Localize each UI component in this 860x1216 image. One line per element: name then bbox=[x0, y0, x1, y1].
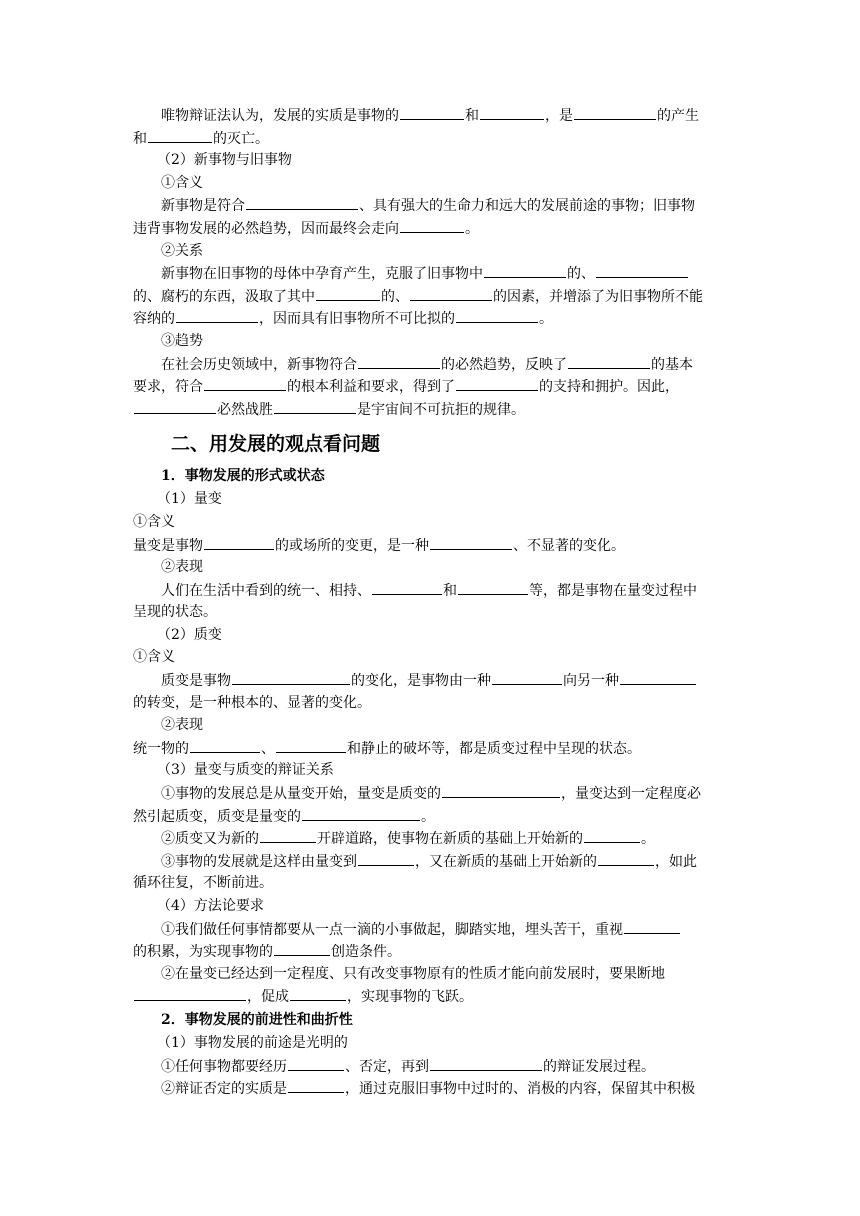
subsection-heading: 1．事物发展的形式或状态 bbox=[161, 468, 325, 485]
blank bbox=[430, 534, 512, 550]
paragraph-line bbox=[133, 579, 731, 602]
text: ，通过克服旧事物中过时的、消极的内容，保留其中积极 bbox=[345, 1081, 695, 1098]
text: 的积累，为实现事物的 bbox=[133, 944, 273, 961]
text: 和静止的破坏等，都是质变过程中呈现的状态。 bbox=[347, 740, 641, 757]
text: 的灭亡。 bbox=[213, 130, 269, 147]
subheading: （1）量变 bbox=[157, 491, 222, 508]
text: 的变化，是事物由一种 bbox=[351, 673, 491, 690]
paragraph-line bbox=[133, 194, 731, 217]
blank bbox=[456, 307, 538, 323]
blank bbox=[358, 353, 440, 369]
point-label: ①含义 bbox=[133, 513, 175, 530]
paragraph-line: 呈现的状态。 bbox=[133, 604, 217, 621]
point-label: ①含义 bbox=[133, 649, 175, 666]
text: 的根本利益和要求，得到了 bbox=[287, 379, 455, 396]
text: 。 bbox=[465, 220, 479, 237]
paragraph-line bbox=[133, 375, 731, 398]
paragraph-line bbox=[133, 669, 731, 692]
blank bbox=[358, 850, 414, 866]
text: ①事物的发展总是从量变开始，量变是质变的 bbox=[161, 786, 441, 803]
blank bbox=[372, 579, 442, 595]
paragraph-line: 循环往复，不断前进。 bbox=[133, 875, 273, 892]
text: ①我们做任何事情都要从一点一滴的小事做起，脚踏实地，埋头苦干，重视 bbox=[161, 921, 623, 938]
paragraph-line bbox=[133, 398, 731, 421]
text: 的支持和拥护。因此， bbox=[539, 379, 679, 396]
blank bbox=[568, 353, 650, 369]
text: 和 bbox=[465, 108, 479, 124]
text: 统一物的 bbox=[133, 740, 189, 757]
text: 的产生 bbox=[657, 108, 699, 124]
text: 质变是事物 bbox=[161, 673, 231, 690]
text: 新事物在旧事物的母体中孕育产生，克服了旧事物中 bbox=[161, 266, 483, 283]
blank bbox=[410, 285, 492, 301]
text: 向另一种 bbox=[563, 673, 619, 690]
text: ②在量变已经达到一定程度、只有改变事物原有的性质才能向前发展时，要果断地 bbox=[161, 965, 665, 982]
section-heading: 二、用发展的观点看问题 bbox=[171, 433, 381, 456]
subheading: （2）新事物与旧事物 bbox=[157, 152, 292, 169]
paragraph-line bbox=[133, 805, 731, 828]
blank bbox=[176, 307, 258, 323]
text: 唯物辩证法认为，发展的实质是事物的 bbox=[161, 108, 399, 124]
text: 开辟道路，使事物在新质的基础上开始新的 bbox=[317, 831, 583, 848]
paragraph-line bbox=[133, 827, 731, 850]
blank bbox=[480, 104, 544, 120]
paragraph-line bbox=[133, 353, 731, 376]
blank bbox=[134, 985, 246, 1001]
paragraph-line bbox=[133, 217, 731, 240]
text: ①任何事物都要经历 bbox=[161, 1058, 287, 1075]
blank bbox=[274, 940, 330, 956]
paragraph-line bbox=[133, 127, 731, 150]
blank bbox=[598, 850, 654, 866]
paragraph-line bbox=[133, 104, 731, 127]
blank bbox=[430, 1055, 542, 1071]
text: ，量变达到一定程度必 bbox=[561, 786, 701, 803]
blank bbox=[574, 104, 656, 120]
text: 的辩证发展过程。 bbox=[543, 1058, 655, 1075]
paragraph-line bbox=[133, 963, 731, 986]
text: 、不显著的变化。 bbox=[513, 537, 625, 554]
paragraph-line bbox=[133, 985, 731, 1008]
point-label: ③趋势 bbox=[161, 332, 203, 349]
subheading: （1）事物发展的前途是光明的 bbox=[157, 1034, 348, 1051]
paragraph-line bbox=[133, 1055, 731, 1078]
paragraph-line: 的转变，是一种根本的、显著的变化。 bbox=[133, 694, 371, 711]
blank bbox=[620, 669, 696, 685]
blank bbox=[492, 669, 562, 685]
text: ③事物的发展就是这样由量变到 bbox=[161, 853, 357, 870]
blank bbox=[484, 262, 566, 278]
blank bbox=[148, 127, 212, 143]
text: 。 bbox=[539, 311, 553, 328]
blank bbox=[456, 375, 538, 391]
blank bbox=[232, 669, 350, 685]
paragraph-line bbox=[133, 782, 731, 805]
paragraph-line bbox=[133, 1077, 731, 1100]
paragraph-line bbox=[133, 940, 731, 963]
text: 、 bbox=[261, 740, 275, 757]
text: ，实现事物的飞跃。 bbox=[347, 989, 473, 1006]
blank bbox=[442, 782, 560, 798]
blank bbox=[596, 262, 688, 278]
document-body bbox=[133, 104, 731, 1100]
blank bbox=[458, 579, 528, 595]
blank bbox=[624, 918, 680, 934]
text: 容纳的 bbox=[133, 311, 175, 328]
text: 的因素，并增添了为旧事物所不能 bbox=[493, 288, 703, 305]
blank bbox=[260, 827, 316, 843]
text: 违背事物发展的必然趋势，因而最终会走向 bbox=[133, 220, 399, 237]
paragraph-line bbox=[133, 737, 731, 760]
text: 的必然趋势，反映了 bbox=[441, 356, 567, 373]
subheading: （3）量变与质变的辩证关系 bbox=[157, 762, 334, 779]
paragraph-line bbox=[133, 850, 731, 873]
blank bbox=[288, 1077, 344, 1093]
paragraph-line bbox=[133, 307, 731, 330]
text: 。 bbox=[421, 808, 435, 825]
point-label: ②表现 bbox=[161, 559, 203, 576]
paragraph-line bbox=[133, 918, 731, 941]
blank bbox=[276, 737, 346, 753]
blank bbox=[400, 104, 464, 120]
text: ，又在新质的基础上开始新的 bbox=[415, 853, 597, 870]
text: 要求，符合 bbox=[133, 379, 203, 396]
text: 量变是事物 bbox=[133, 537, 203, 554]
text: ，是 bbox=[545, 108, 573, 124]
text: 必然战胜 bbox=[217, 401, 273, 418]
blank bbox=[204, 375, 286, 391]
text: 的、 bbox=[567, 266, 595, 283]
text: ，因而具有旧事物所不可比拟的 bbox=[259, 311, 455, 328]
text: 的、 bbox=[381, 288, 409, 305]
subheading: （2）质变 bbox=[157, 626, 222, 643]
text: ，促成 bbox=[247, 989, 289, 1006]
blank bbox=[274, 398, 356, 414]
text: 、具有强大的生命力和远大的发展前途的事物；旧事物 bbox=[359, 198, 695, 215]
text: 。 bbox=[641, 831, 655, 848]
text: 在社会历史领域中，新事物符合 bbox=[161, 356, 357, 373]
text: ②辩证否定的实质是 bbox=[161, 1081, 287, 1098]
text: 然引起质变，质变是量变的 bbox=[133, 808, 301, 825]
text: 的或场所的变更，是一种 bbox=[275, 537, 429, 554]
point-label: ②表现 bbox=[161, 717, 203, 734]
point-label: ②关系 bbox=[161, 242, 203, 259]
text: 和 bbox=[443, 582, 457, 599]
blank bbox=[584, 827, 640, 843]
blank bbox=[190, 737, 260, 753]
blank bbox=[134, 398, 216, 414]
paragraph-line bbox=[133, 285, 731, 308]
blank bbox=[288, 1055, 344, 1071]
blank bbox=[302, 805, 420, 821]
text: 是宇宙间不可抗拒的规律。 bbox=[357, 401, 525, 418]
text: 新事物是符合 bbox=[161, 198, 245, 215]
text: 的、腐朽的东西，汲取了其中 bbox=[133, 288, 315, 305]
text: 等，都是事物在量变过程中 bbox=[529, 582, 697, 599]
paragraph-line bbox=[133, 534, 731, 557]
text: ②质变又为新的 bbox=[161, 831, 259, 848]
text: 和 bbox=[133, 130, 147, 147]
subsection-heading: 2．事物发展的前进性和曲折性 bbox=[161, 1011, 353, 1028]
blank bbox=[400, 217, 464, 233]
text: 人们在生活中看到的统一、相持、 bbox=[161, 582, 371, 599]
blank bbox=[316, 285, 380, 301]
text: 创造条件。 bbox=[331, 944, 401, 961]
blank bbox=[204, 534, 274, 550]
text: 的基本 bbox=[651, 356, 693, 373]
paragraph-line bbox=[133, 262, 731, 285]
text: 、否定，再到 bbox=[345, 1058, 429, 1075]
subheading: （4）方法论要求 bbox=[157, 898, 264, 914]
text: ，如此 bbox=[655, 853, 697, 870]
blank bbox=[290, 985, 346, 1001]
point-label: ①含义 bbox=[161, 174, 203, 191]
blank bbox=[246, 194, 358, 210]
